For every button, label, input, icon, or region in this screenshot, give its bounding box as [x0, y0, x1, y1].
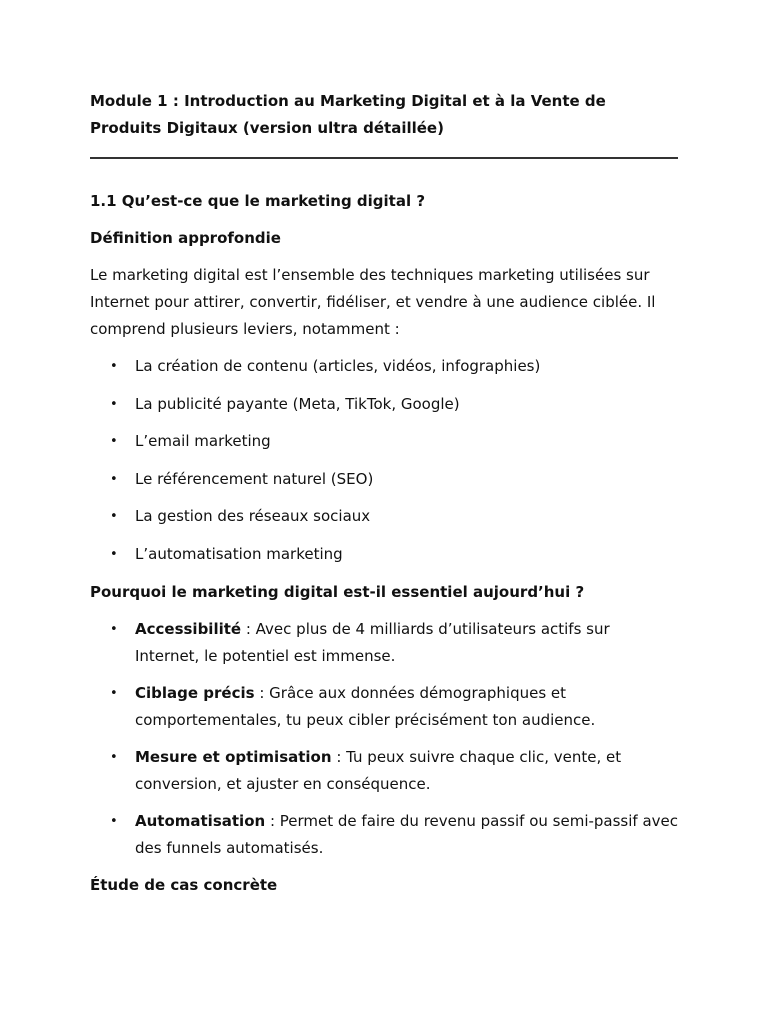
- list-item: • La gestion des réseaux sociaux: [90, 503, 678, 530]
- definition-paragraph: Le marketing digital est l’ensemble des techniques marketing utilisées sur Internet pour attirer, convertir, fidéliser, et vendre à une audience ciblée. Il comprend plusieurs leviers, notamment :: [90, 266, 656, 338]
- document-page: [90, 88, 678, 899]
- document-title: Module 1 : Introduction au Marketing Digital et à la Vente de Produits Digitaux (version ultra détaillée): [90, 92, 606, 137]
- reasons-list: [90, 616, 678, 862]
- reason-term: Accessibilité: [135, 619, 242, 638]
- list-item: • Le référencement naturel (SEO): [90, 466, 678, 493]
- list-item: • L’email marketing: [90, 428, 678, 455]
- section-heading: 1.1 Qu’est-ce que le marketing digital ?: [90, 192, 426, 210]
- reason-text: : Permet de faire du revenu passif ou semi-passif avec des funnels automatisés.: [135, 811, 679, 857]
- list-item: • La création de contenu (articles, vidéos, infographies): [90, 353, 678, 380]
- definition-heading: Définition approfondie: [90, 229, 281, 247]
- title-divider: [90, 157, 678, 159]
- list-item: [90, 744, 678, 798]
- levers-list: [90, 353, 678, 568]
- reason-text: : Grâce aux données démographiques et comportementales, tu peux cibler précisément ton audience.: [135, 683, 596, 729]
- reason-term: Ciblage précis: [135, 683, 255, 702]
- case-study-heading: Étude de cas concrète: [90, 875, 278, 894]
- list-item: [90, 616, 678, 670]
- list-item: • L’automatisation marketing: [90, 541, 678, 568]
- list-item: • La publicité payante (Meta, TikTok, Google): [90, 391, 678, 418]
- list-item: [90, 808, 678, 862]
- list-item: [90, 680, 678, 734]
- reason-text: : Avec plus de 4 milliards d’utilisateurs actifs sur Internet, le potentiel est immense.: [135, 619, 610, 665]
- why-heading: Pourquoi le marketing digital est-il essentiel aujourd’hui ?: [90, 582, 585, 601]
- reason-term: Automatisation: [135, 811, 266, 830]
- reason-term: Mesure et optimisation: [135, 747, 332, 766]
- reason-text: : Tu peux suivre chaque clic, vente, et conversion, et ajuster en conséquence.: [135, 747, 622, 793]
